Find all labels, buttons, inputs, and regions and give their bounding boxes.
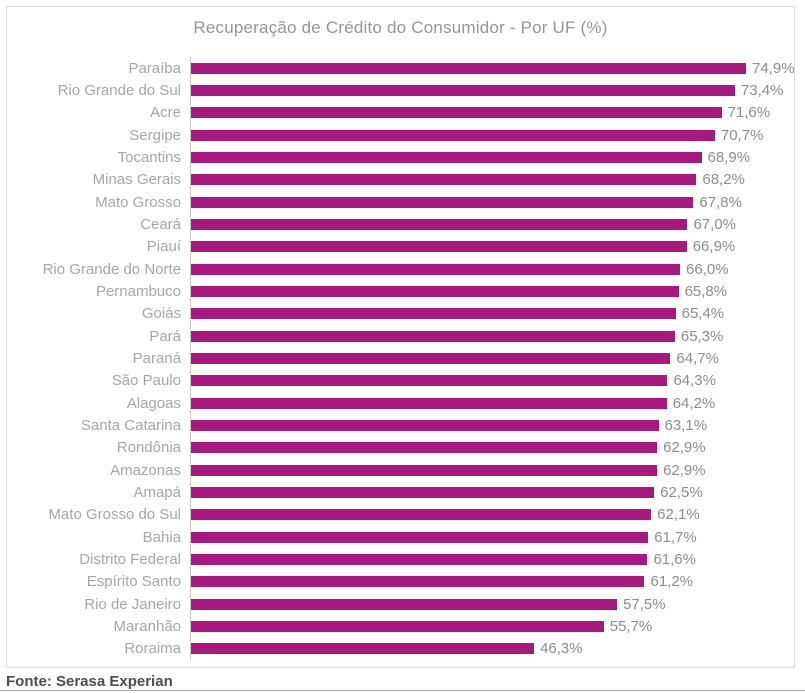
value-label: 65,4% (681, 305, 725, 323)
chart-row (7, 593, 794, 615)
value-label: 64,2% (672, 394, 716, 412)
category-label: Distrito Federal (79, 550, 181, 568)
bar-zone (190, 437, 794, 459)
bar-zone (190, 347, 794, 369)
bar (191, 576, 644, 587)
bar (191, 130, 715, 141)
chart-row (7, 414, 794, 436)
bar-zone (190, 615, 794, 637)
bar-zone (190, 370, 794, 392)
category-label: Goiás (141, 305, 181, 323)
chart-row (7, 303, 794, 325)
category-label: Santa Catarina (80, 416, 181, 434)
bar-chart-rows (7, 57, 794, 660)
bar (191, 63, 746, 74)
source-note: Fonte: Serasa Experian (6, 673, 173, 690)
bar (191, 85, 735, 96)
chart-row (7, 459, 794, 481)
category-label: São Paulo (111, 372, 181, 390)
bar (191, 174, 696, 185)
category-label: Paraíba (128, 59, 181, 77)
bar-zone (190, 258, 794, 280)
category-label: Ceará (140, 215, 181, 233)
value-label: 62,9% (663, 439, 706, 457)
bar-zone (190, 526, 794, 548)
value-label: 68,2% (702, 171, 745, 189)
bar-zone (190, 571, 794, 593)
chart-row (7, 146, 794, 168)
bar (191, 152, 702, 163)
chart-title: Recuperação de Crédito do Consumidor - Por UF (%) (193, 18, 608, 37)
category-label: Rio Grande do Sul (57, 81, 181, 99)
value-label: 64,3% (673, 372, 716, 390)
category-label: Acre (150, 104, 181, 122)
category-label: Paraná (132, 349, 181, 367)
bar-zone (190, 191, 794, 213)
chart-row (7, 79, 794, 101)
bar (191, 599, 617, 610)
bar-zone (190, 57, 794, 79)
category-label: Pernambuco (95, 282, 181, 300)
value-label: 55,7% (609, 617, 653, 635)
value-label: 73,4% (740, 81, 784, 99)
chart-row (7, 191, 794, 213)
value-label: 67,0% (693, 215, 737, 233)
value-label: 74,9% (752, 59, 795, 77)
category-label: Amapá (133, 483, 181, 501)
value-label: 71,6% (727, 104, 771, 122)
bar-zone (190, 638, 794, 660)
category-label: Sergipe (129, 126, 181, 144)
chart-row (7, 437, 794, 459)
bar-zone (190, 414, 794, 436)
bar (191, 264, 680, 275)
chart-row (7, 548, 794, 570)
bar-zone (190, 146, 794, 168)
bar (191, 554, 647, 565)
category-label: Roraima (124, 640, 181, 658)
bar-zone (190, 593, 794, 615)
value-label: 57,5% (623, 595, 666, 613)
chart-row (7, 57, 794, 79)
chart-row (7, 213, 794, 235)
chart-row (7, 571, 794, 593)
value-label: 46,3% (540, 640, 583, 658)
value-label: 61,2% (650, 573, 694, 591)
bar-zone (190, 548, 794, 570)
bar (191, 308, 676, 319)
bar-zone (190, 325, 794, 347)
bar-zone (190, 392, 794, 414)
chart-row (7, 169, 794, 191)
bar (191, 442, 657, 453)
bar (191, 643, 534, 654)
bar-zone (190, 102, 794, 124)
bar (191, 375, 667, 386)
bar-zone (190, 280, 794, 302)
bar (191, 197, 693, 208)
bar (191, 398, 667, 409)
bar (191, 621, 604, 632)
chart-row (7, 638, 794, 660)
bar-zone (190, 236, 794, 258)
chart-row (7, 102, 794, 124)
value-label: 64,7% (676, 349, 719, 367)
chart-row (7, 392, 794, 414)
chart-row (7, 504, 794, 526)
category-label: Rio Grande do Norte (42, 260, 181, 278)
chart-row (7, 325, 794, 347)
chart-row (7, 615, 794, 637)
value-label: 62,9% (663, 461, 706, 479)
bar-zone (190, 79, 794, 101)
bar (191, 509, 651, 520)
value-label: 63,1% (664, 416, 708, 434)
category-label: Tocantins (117, 148, 181, 166)
value-label: 70,7% (720, 126, 764, 144)
value-label: 68,9% (707, 148, 751, 166)
chart-frame (6, 6, 795, 668)
chart-row (7, 236, 794, 258)
chart-row (7, 481, 794, 503)
value-label: 61,6% (653, 550, 696, 568)
value-label: 67,8% (699, 193, 742, 211)
category-label: Bahia (142, 528, 181, 546)
category-label: Alagoas (126, 394, 181, 412)
chart-row (7, 370, 794, 392)
bar-zone (190, 124, 794, 146)
bar-zone (190, 169, 794, 191)
category-label: Maranhão (113, 617, 181, 635)
bar (191, 241, 687, 252)
value-label: 65,3% (680, 327, 724, 345)
value-label: 62,5% (660, 483, 703, 501)
category-label: Piauí (146, 238, 181, 256)
bar-zone (190, 504, 794, 526)
bar-zone (190, 303, 794, 325)
bar (191, 532, 648, 543)
bar (191, 331, 675, 342)
chart-row (7, 258, 794, 280)
category-label: Pará (149, 327, 181, 345)
category-label: Rio de Janeiro (84, 595, 181, 613)
bar (191, 353, 670, 364)
bar (191, 487, 654, 498)
chart-row (7, 280, 794, 302)
category-label: Rondônia (116, 439, 181, 457)
value-label: 65,8% (684, 282, 728, 300)
bar (191, 219, 687, 230)
chart-row (7, 124, 794, 146)
value-label: 66,0% (686, 260, 729, 278)
chart-row (7, 526, 794, 548)
bar (191, 465, 657, 476)
category-label: Amazonas (110, 461, 181, 479)
category-label: Mato Grosso (95, 193, 181, 211)
bottom-rule (0, 690, 805, 691)
chart-row (7, 347, 794, 369)
bar-zone (190, 481, 794, 503)
bar-zone (190, 213, 794, 235)
category-label: Espírito Santo (86, 573, 181, 591)
bar (191, 286, 679, 297)
category-label: Minas Gerais (92, 171, 181, 189)
bar (191, 420, 659, 431)
value-label: 62,1% (657, 506, 700, 524)
bar (191, 107, 722, 118)
value-label: 61,7% (654, 528, 697, 546)
value-label: 66,9% (692, 238, 736, 256)
category-label: Mato Grosso do Sul (48, 506, 181, 524)
bar-zone (190, 459, 794, 481)
